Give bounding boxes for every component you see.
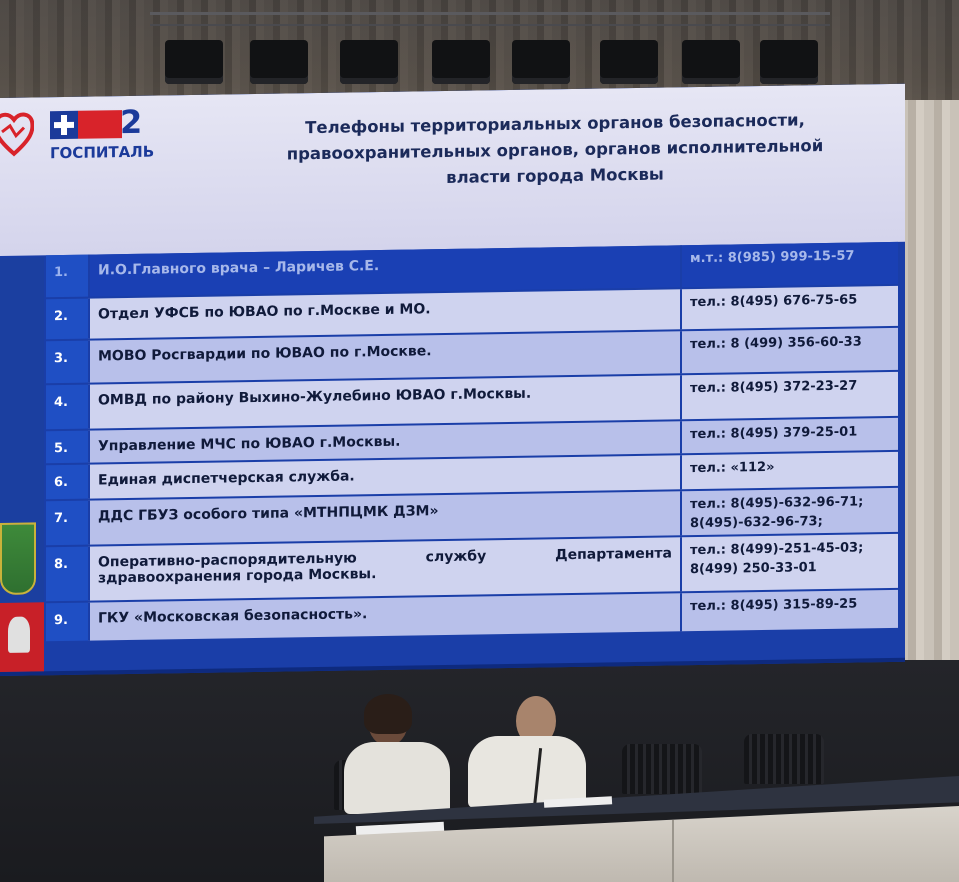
- moscow-coat-of-arms-icon: [0, 602, 44, 673]
- lighting-truss: [150, 12, 830, 26]
- phone-line: тел.: 8(495) 315-89-25: [690, 596, 858, 615]
- row-phone: [682, 242, 898, 287]
- row-organization: ДДС ГБУЗ особого типа «МТНПЦМК ДЗМ»: [88, 491, 682, 544]
- stage-light-icon: [340, 40, 398, 84]
- slide-title-line: Телефоны территориальных органов безопасности,: [305, 110, 805, 138]
- phone-line: тел.: 8(495) 676-75-65: [690, 292, 858, 311]
- stage-light-icon: [760, 40, 818, 84]
- chair: [622, 744, 702, 794]
- desk-panel-seam: [672, 820, 674, 882]
- row-phone: [682, 372, 898, 419]
- phone-line: 8(499) 250-33-01: [690, 560, 817, 578]
- projection-screen: [0, 84, 905, 676]
- hospital-logo: [50, 102, 166, 165]
- logo-red-block: [78, 110, 122, 139]
- row-organization: ОМВД по району Выхино-Жулебино ЮВАО г.Москвы.: [88, 375, 682, 428]
- row-number: 5.: [46, 431, 88, 464]
- row-phone: [682, 328, 898, 373]
- phone-line: тел.: 8(495)-632-96-71;: [690, 494, 864, 513]
- phone-line: тел.: 8(499)-251-45-03;: [690, 540, 864, 559]
- phone-line: тел.: «112»: [690, 459, 775, 477]
- logo-number: 2: [120, 102, 143, 142]
- phone-line: тел.: 8(495) 379-25-01: [690, 424, 858, 443]
- hair: [364, 694, 412, 734]
- row-organization: [88, 537, 682, 600]
- row-organization: Отдел УФСБ по ЮВАО по г.Москве и МО.: [88, 289, 682, 338]
- row-organization: МОВО Росгвардии по ЮВАО по г.Москве.: [88, 331, 682, 382]
- row-organization: ГКУ «Московская безопасность».: [88, 593, 682, 640]
- row-organization: Единая диспетчерская служба.: [88, 455, 682, 498]
- white-jacket: [344, 742, 450, 814]
- row-number: 2.: [46, 299, 88, 340]
- heart-logo-icon: [0, 107, 34, 160]
- white-shirt: [468, 736, 586, 808]
- row-number: 4.: [46, 385, 88, 430]
- slide-title-line: власти города Москвы: [446, 164, 664, 187]
- stage-light-icon: [165, 40, 223, 84]
- stage-light-icon: [600, 40, 658, 84]
- slide-title-line: правоохранительных органов, органов исполнительной: [286, 136, 824, 164]
- phone-line: тел.: 8(495) 372-23-27: [690, 378, 858, 397]
- row-organization: Управление МЧС по ЮВАО г.Москвы.: [88, 421, 682, 462]
- row-phone: [682, 488, 898, 535]
- row-number: 7.: [46, 501, 88, 546]
- row-number: 8.: [46, 547, 88, 602]
- stage-light-icon: [682, 40, 740, 84]
- stage-light-icon: [512, 40, 570, 84]
- row-number: 3.: [46, 341, 88, 384]
- row-phone: [682, 286, 898, 329]
- slide-header: [0, 84, 905, 256]
- slide-title: [240, 106, 870, 194]
- phone-line: тел.: 8 (499) 356-60-33: [690, 334, 862, 353]
- row-number: 6.: [46, 465, 88, 500]
- logo-word: ГОСПИТАЛЬ: [50, 142, 155, 163]
- row-number: 1.: [46, 255, 88, 298]
- row-phone: [682, 534, 898, 591]
- org-line: здравоохранения города Москвы.: [98, 566, 377, 587]
- row-phone: [682, 452, 898, 489]
- row-number: 9.: [46, 603, 88, 642]
- stage-light-icon: [432, 40, 490, 84]
- phone-line: 8(495)-632-96-73;: [690, 514, 823, 532]
- phone-line: м.т.: 8(985) 999-15-57: [690, 248, 855, 267]
- org-line: Оперативно-распорядительную службу Департамента: [98, 545, 672, 571]
- row-phone: [682, 418, 898, 453]
- row-organization: И.О.Главного врача – Ларичев С.Е.: [88, 245, 682, 296]
- contacts-table: [46, 242, 898, 643]
- district-emblem-icon: [0, 522, 36, 595]
- stage-light-icon: [250, 40, 308, 84]
- row-phone: [682, 590, 898, 631]
- hospital-cross-icon: [50, 111, 78, 139]
- chair: [744, 734, 824, 784]
